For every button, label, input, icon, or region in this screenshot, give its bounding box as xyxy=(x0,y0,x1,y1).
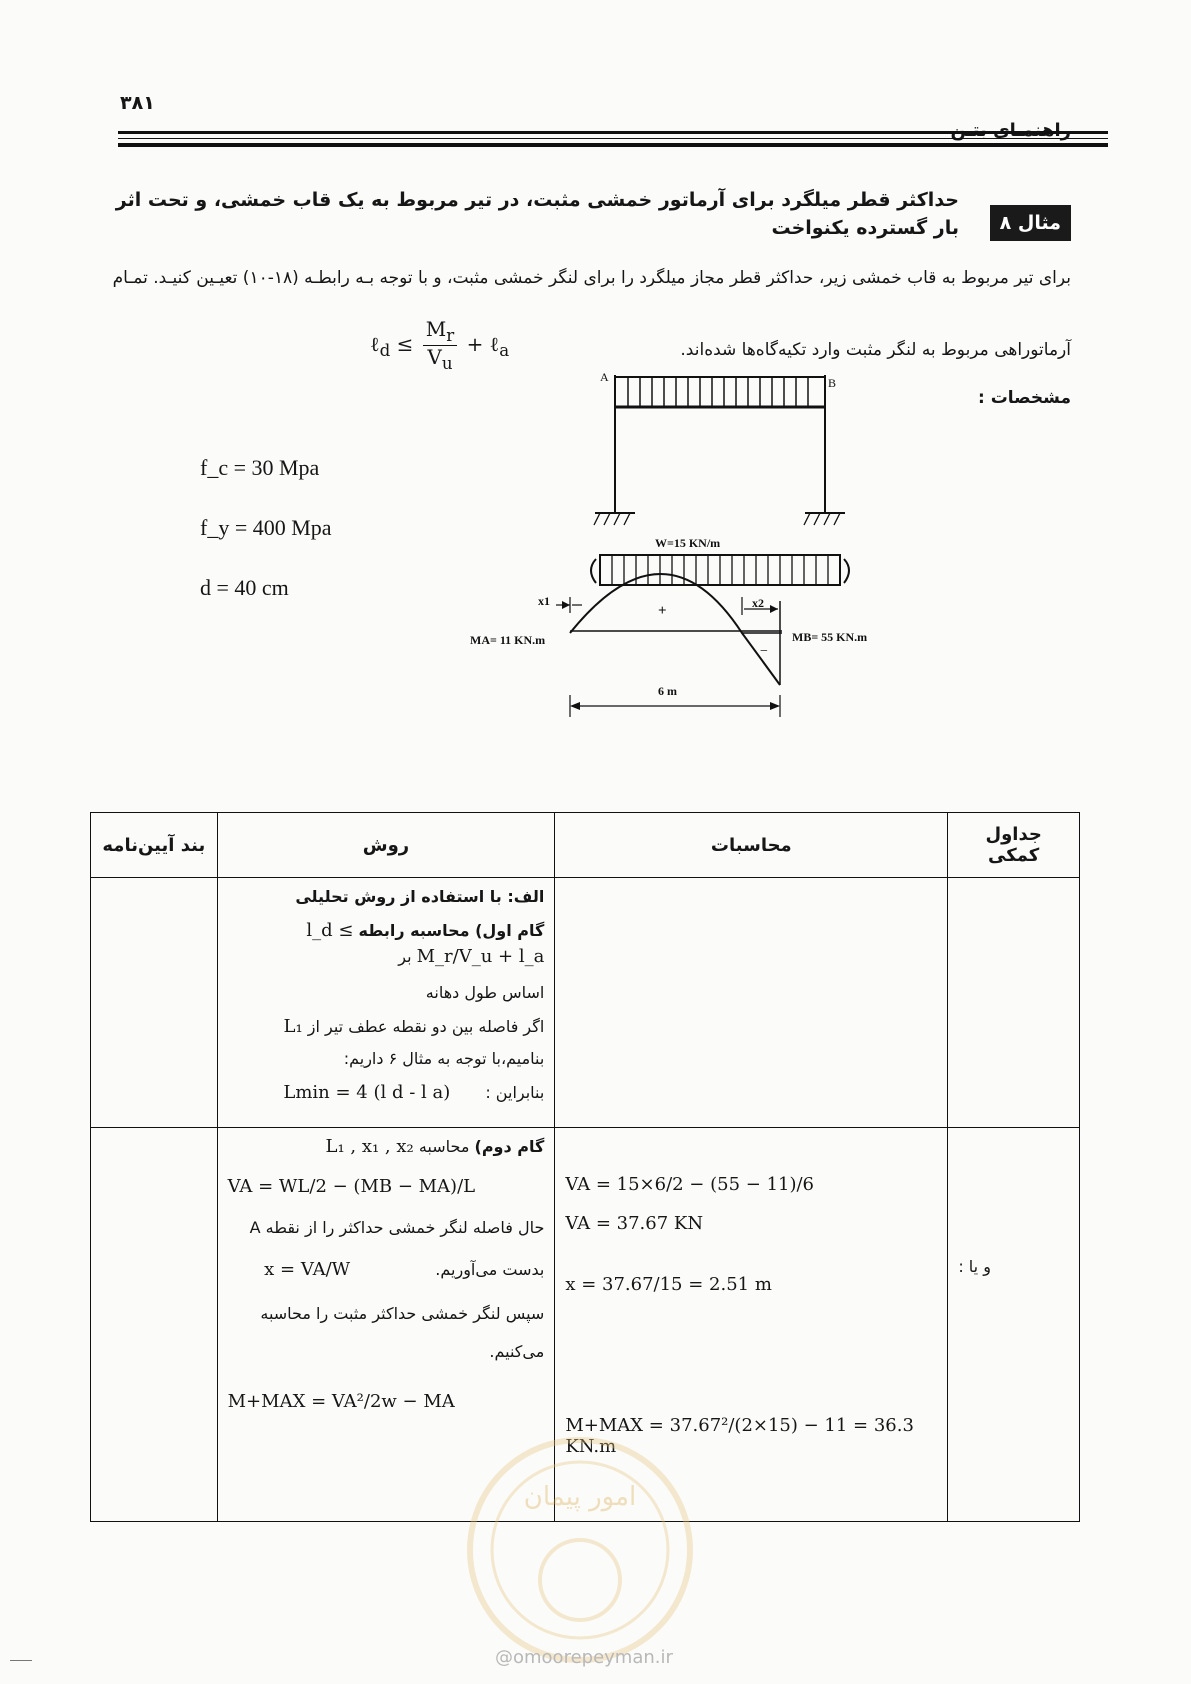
positive-sign: + xyxy=(658,603,667,619)
col-method: روش xyxy=(217,813,555,878)
label-a: A xyxy=(600,370,609,384)
method-text: می‌کنیم. xyxy=(489,1342,545,1361)
label-b: B xyxy=(828,376,837,390)
problem-paragraph: برای تیر مربوط به قاب خمشی زیر، حداکثر قطر مجاز میلگرد را برای لنگر خمشی مثبت، و با توجه بـه رابطـه (۱۸-۱۰) تعیـین کنیـد. تمـام xyxy=(112,268,1071,288)
clause-cell xyxy=(91,878,218,1128)
va-result: VA = 37.67 KN xyxy=(565,1213,704,1234)
span-label: 6 m xyxy=(658,684,677,698)
step1-label: گام اول) محاسبه رابطه xyxy=(358,921,545,940)
load-label: W=15 KN/m xyxy=(655,536,721,550)
x-formula: x = VA/W xyxy=(264,1259,351,1280)
solution-table xyxy=(90,812,1080,1522)
method-text: سپس لنگر خمشی حداکثر مثبت را محاسبه xyxy=(260,1304,545,1323)
calc-cell xyxy=(555,878,948,1128)
specs-label: مشخصات : xyxy=(977,388,1071,408)
col-calculations: محاسبات xyxy=(555,813,948,878)
page-number: ۳۸۱ xyxy=(120,92,155,114)
step1-formula: l_d ≤ M_r/V_u + l_a xyxy=(306,920,545,967)
example-badge: مثال ۸ xyxy=(990,205,1071,241)
table-row xyxy=(91,878,1080,1128)
or-label: و یا : xyxy=(958,1257,991,1276)
watermark-brand: امور پیمان xyxy=(523,1482,637,1512)
method-text: بدست می‌آوریم. xyxy=(435,1260,545,1279)
watermark-seal-icon xyxy=(460,1430,700,1670)
spec-d: d = 40 cm xyxy=(200,575,289,600)
header-rule-thin xyxy=(118,138,1108,139)
frame-moment-diagram xyxy=(470,365,940,785)
l1-symbol: L₁ xyxy=(283,1016,303,1037)
method-heading: الف: با استفاده از روش تحلیلی xyxy=(295,887,545,906)
negative-sign: − xyxy=(760,644,768,659)
example-title: حداکثر قطر میلگرد برای آرماتور خمشی مثبت، در تیر مربوط به یک قاب خمشی، و تحت اثر بار گسترده یکنواخت xyxy=(115,189,959,239)
method-text: بنابراین : xyxy=(485,1083,545,1102)
header-rule xyxy=(118,131,1108,134)
development-length-formula: ℓ$_d$ ≤ $\frac{M_r}{V_u}$ + ℓ$_a$ xyxy=(370,317,510,374)
moment-b-label: MB= 55 KN.m xyxy=(792,630,868,644)
mmax-formula: M+MAX = VA²/2w − MA xyxy=(227,1391,455,1412)
method-text: بنامیم،با توجه به مثال ۶ داریم: xyxy=(343,1049,545,1068)
x1-label: x1 xyxy=(538,594,550,608)
va-formula: VA = WL/2 − (MB − MA)/L xyxy=(227,1176,476,1197)
mmax-calc: M+MAX = 37.67²/(2×15) − 11 = 36.3 KN.m xyxy=(565,1415,914,1457)
method-text: حال فاصله لنگر خمشی حداکثر را از نقطه A xyxy=(249,1218,545,1237)
va-calc: VA = 15×6/2 − (55 − 11)/6 xyxy=(565,1174,815,1195)
corner-mark xyxy=(10,1660,32,1661)
spec-fc: f_c = 30 Mpa xyxy=(200,455,320,480)
method-text: اساس طول دهانه xyxy=(425,983,545,1002)
aux-cell xyxy=(948,878,1080,1128)
problem-paragraph-2: آرماتوراهی مربوط به لنگر مثبت وارد تکیه‌گاه‌ها شده‌اند. xyxy=(680,340,1071,360)
watermark-site: @omoorepeyman.ir xyxy=(495,1647,673,1668)
x-calc: x = 37.67/15 = 2.51 m xyxy=(565,1274,772,1295)
method-text: اگر فاصله بین دو نقطه عطف تیر از xyxy=(307,1017,545,1036)
x2-label: x2 xyxy=(752,596,764,610)
step2-calc: محاسبه xyxy=(418,1137,470,1156)
header-rule-thick xyxy=(118,143,1108,147)
step1-tail: بر xyxy=(398,947,412,966)
lmin-formula: Lmin = 4 (l d - l a) xyxy=(283,1082,451,1103)
step2-label: گام دوم) xyxy=(474,1137,545,1156)
clause-cell xyxy=(91,1128,218,1522)
col-aux-tables: جداول کمکی xyxy=(948,813,1080,878)
moment-a-label: MA= 11 KN.m xyxy=(470,633,546,647)
step2-vars: L₁ , x₁ , x₂ xyxy=(325,1136,414,1157)
aux-cell xyxy=(948,1128,1080,1522)
method-cell xyxy=(217,878,555,1128)
col-code-clause: بند آیین‌نامه xyxy=(91,813,218,878)
spec-fy: f_y = 400 Mpa xyxy=(200,515,332,540)
